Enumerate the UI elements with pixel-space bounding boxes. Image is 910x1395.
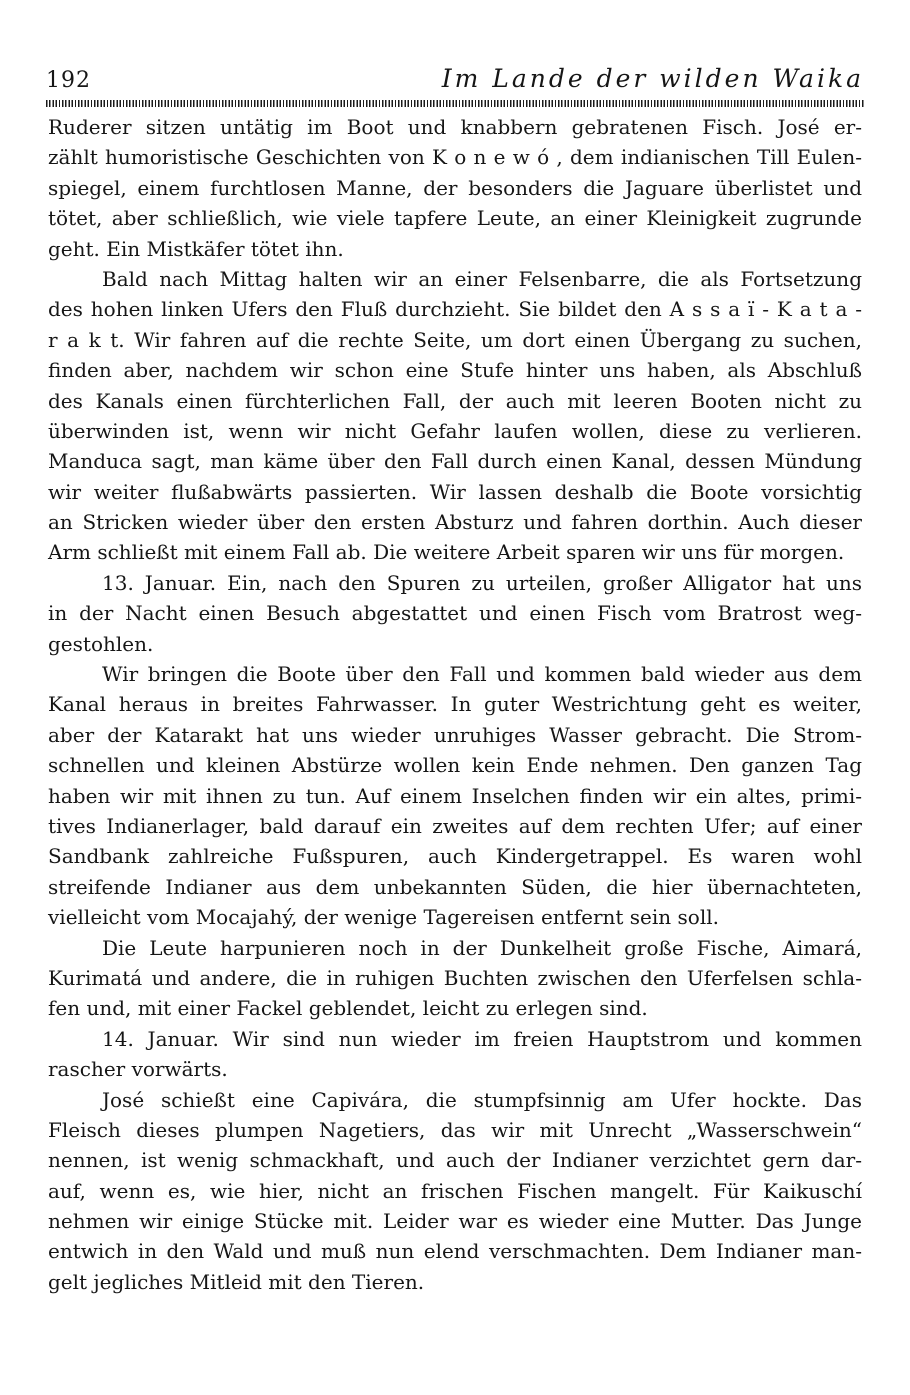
text-line: auf, wenn es, wie hier, nicht an frischen Fischen mangelt. Für Kaikuschí <box>48 1178 862 1203</box>
header-rule <box>46 100 864 107</box>
text-line: Fleisch dieses plumpen Nagetiers, das wir mit Unrecht „Wasserschwein“ <box>48 1117 862 1142</box>
text-line: nehmen wir einige Stücke mit. Leider war es wieder eine Mutter. Das Junge <box>48 1209 862 1234</box>
body-text <box>48 112 862 1297</box>
text-line: Ruderer sitzen untätig im Boot und knabbern gebratenen Fisch. José er- <box>48 115 862 139</box>
text-line: entwich in den Wald und muß nun elend verschmachten. Dem Indianer man- <box>48 1239 862 1264</box>
text-line: tötet, aber schließlich, wie viele tapfere Leute, an einer Kleinigkeit zugrunde <box>48 206 862 231</box>
text-line: finden aber, nachdem wir schon eine Stufe hinter uns haben, als Abschluß <box>48 358 862 383</box>
text-line: zählt humoristische Geschichten von K o n e w ó , dem indianischen Till Eulen- <box>48 145 862 170</box>
paragraph <box>48 112 862 264</box>
text-line: r a k t. Wir fahren auf die rechte Seite, um dort einen Übergang zu suchen, <box>48 327 862 352</box>
text-line: überwinden ist, wenn wir nicht Gefahr laufen wollen, diese zu verlieren. <box>48 418 862 443</box>
text-line: rascher vorwärts. <box>48 1057 228 1082</box>
text-line: wir weiter flußabwärts passierten. Wir lassen deshalb die Boote vorsichtig <box>48 479 862 504</box>
text-line: haben wir mit ihnen zu tun. Auf einem Inselchen finden wir ein altes, primi- <box>48 783 862 808</box>
running-title: Im Lande der wilden Waika <box>441 64 864 93</box>
text-line: vielleicht vom Mocajahý, der wenige Tagereisen entfernt sein soll. <box>48 905 719 930</box>
text-line: gelt jegliches Mitleid mit den Tieren. <box>48 1269 425 1294</box>
text-line: aber der Katarakt hat uns wieder unruhiges Wasser gebracht. Die Strom- <box>48 722 862 747</box>
text-line: José schießt eine Capivára, die stumpfsinnig am Ufer hockte. Das <box>102 1087 862 1112</box>
text-line: in der Nacht einen Besuch abgestattet und einen Fisch vom Bratrost weg- <box>48 601 862 626</box>
text-line: des hohen linken Ufers den Fluß durchzieht. Sie bildet den A s s a ï - K a t a - <box>48 297 862 322</box>
text-line: streifende Indianer aus dem unbekannten Süden, die hier übernachteten, <box>48 874 862 899</box>
paragraph <box>48 659 862 933</box>
page-number: 192 <box>46 68 91 93</box>
paragraph <box>48 568 862 659</box>
text-line: Kanal heraus in breites Fahrwasser. In guter Westrichtung geht es weiter, <box>48 692 862 717</box>
text-line: 13. Januar. Ein, nach den Spuren zu urteilen, großer Alligator hat uns <box>102 570 862 595</box>
paragraph <box>48 1085 862 1298</box>
text-line: Sandbank zahlreiche Fußspuren, auch Kindergetrappel. Es waren wohl <box>48 844 862 869</box>
text-line: geht. Ein Mistkäfer tötet ihn. <box>48 236 344 261</box>
text-line: gestohlen. <box>48 631 154 656</box>
text-line: Manduca sagt, man käme über den Fall durch einen Kanal, dessen Mündung <box>48 449 862 474</box>
text-line: Wir bringen die Boote über den Fall und kommen bald wieder aus dem <box>102 662 862 687</box>
running-head <box>46 64 864 98</box>
text-line: tives Indianerlager, bald darauf ein zweites auf dem rechten Ufer; auf einer <box>48 813 862 838</box>
text-line: fen und, mit einer Fackel geblendet, leicht zu erlegen sind. <box>48 996 648 1021</box>
text-line: Die Leute harpunieren noch in der Dunkelheit große Fische, Aimará, <box>102 935 862 960</box>
text-line: Kurimatá und andere, die in ruhigen Buchten zwischen den Uferfelsen schla- <box>48 965 862 990</box>
text-line: nennen, ist wenig schmackhaft, und auch der Indianer verzichtet gern dar- <box>48 1148 862 1173</box>
text-line: schnellen und kleinen Abstürze wollen kein Ende nehmen. Den ganzen Tag <box>48 753 862 778</box>
text-line: des Kanals einen fürchterlichen Fall, der auch mit leeren Booten nicht zu <box>48 388 862 413</box>
paragraph <box>48 264 862 568</box>
paragraph <box>48 1024 862 1085</box>
paragraph <box>48 933 862 1024</box>
text-line: an Stricken wieder über den ersten Absturz und fahren dorthin. Auch dieser <box>48 510 862 535</box>
text-line: Bald nach Mittag halten wir an einer Felsenbarre, die als Fortsetzung <box>102 266 862 291</box>
text-line: spiegel, einem furchtlosen Manne, der besonders die Jaguare überlistet und <box>48 175 862 200</box>
text-line: 14. Januar. Wir sind nun wieder im freien Hauptstrom und kommen <box>102 1026 862 1051</box>
text-line: Arm schließt mit einem Fall ab. Die weitere Arbeit sparen wir uns für morgen. <box>48 540 845 565</box>
